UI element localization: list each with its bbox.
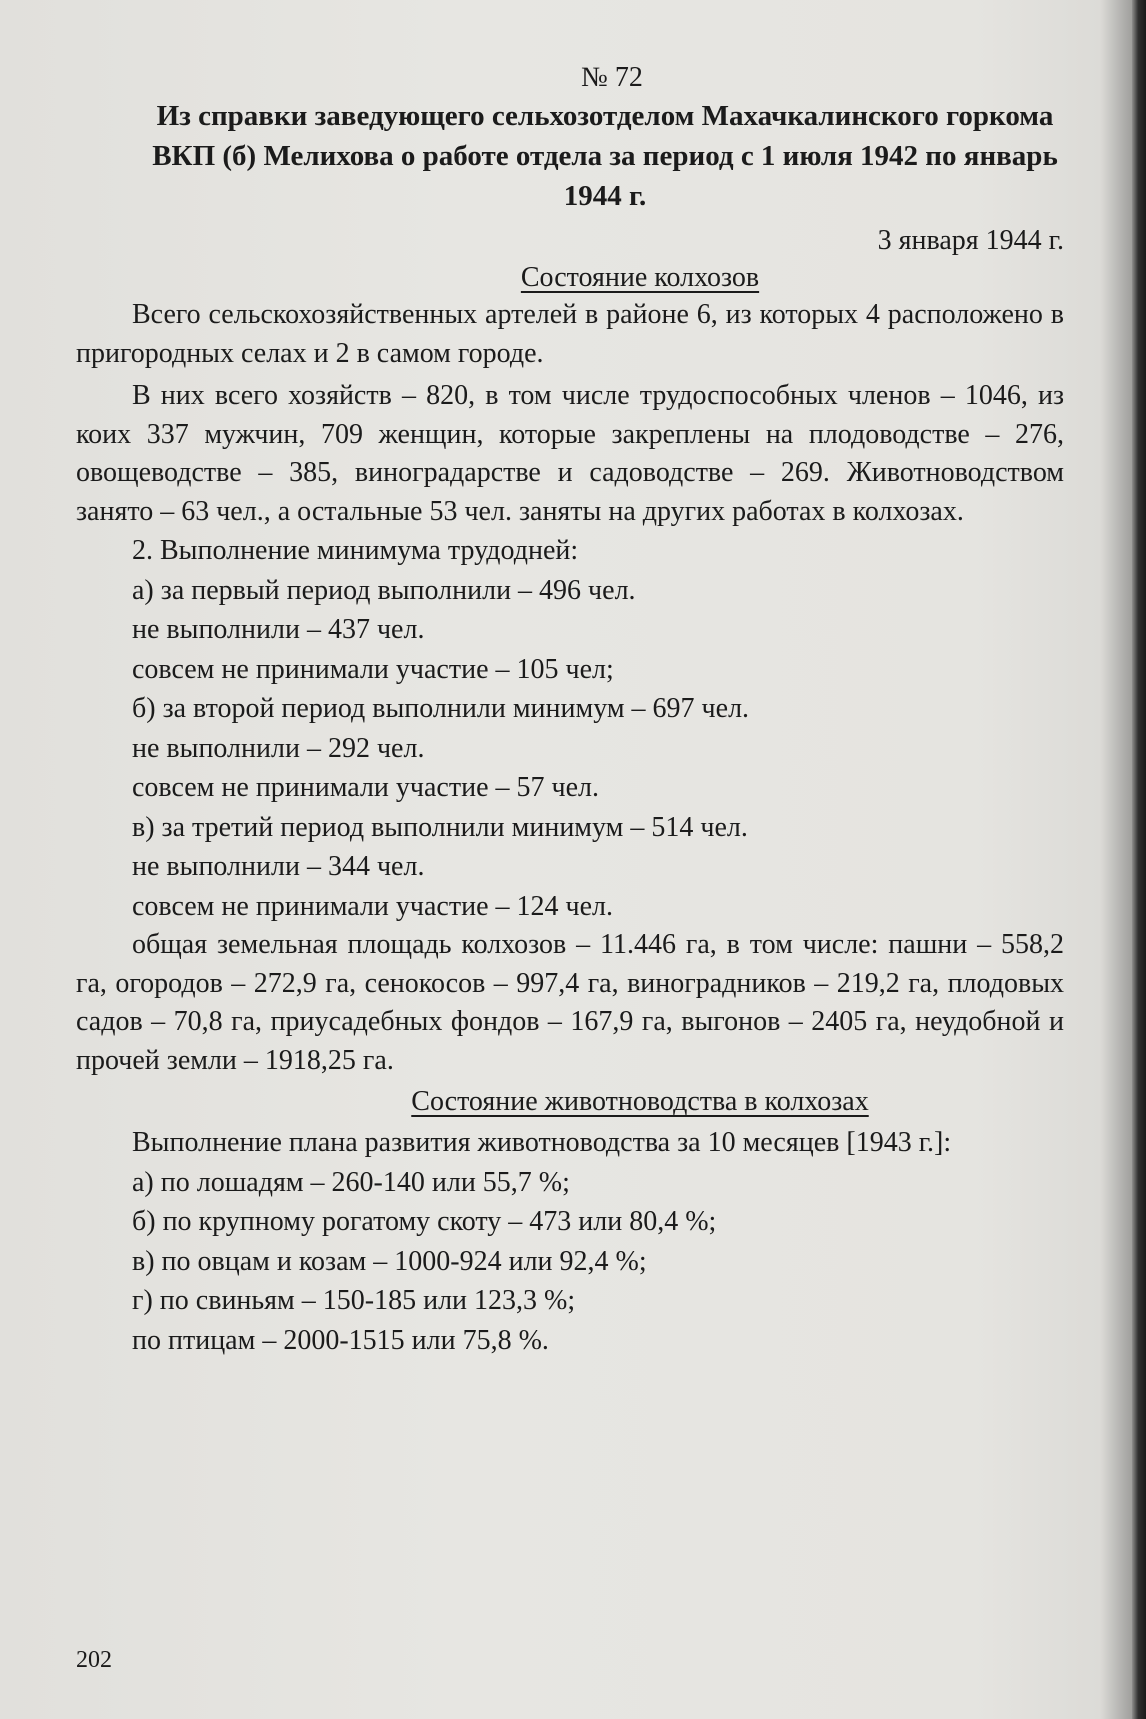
list-item: не выполнили – 437 чел. xyxy=(132,614,425,645)
page-number: 202 xyxy=(76,1647,112,1673)
section-heading-livestock: Состояние животноводства в колхозах xyxy=(411,1086,869,1117)
list-item: совсем не принимали участие – 57 чел. xyxy=(132,772,599,803)
document-number: № 72 xyxy=(581,62,643,93)
list-item: б) по крупному рогатому скоту – 473 или 80,4 %; xyxy=(132,1206,717,1237)
list-item: в) за третий период выполнили минимум – 514 чел. xyxy=(132,811,748,843)
list-item: совсем не принимали участие – 124 чел. xyxy=(132,890,613,922)
document-title: Из справки заведующего сельхозотделом Махачкалинского горкома ВКП (б) Мелихова о работе отдела за период с 1 июля 1942 по январь 1944 г. xyxy=(152,100,1058,212)
list-item: а) за первый период выполнили – 496 чел. xyxy=(132,574,636,606)
book-spine xyxy=(1132,0,1146,1719)
paragraph-land-area: общая земельная площадь колхозов – 11.446 га, в том числе: пашни – 558,2 га, огородов – 272,9 га, сенокосов – 997,4 га, виноградников – 219,2 га, плодовых садов – 70,8 га, приусадебных фондов – 167,9 га, выгонов – 2405 га, неудобной и прочей земли – 1918,25 га. xyxy=(76,929,1064,1076)
list-item: не выполнили – 292 чел. xyxy=(132,732,425,764)
section-heading-kolkhozy: Состояние колхозов xyxy=(520,262,760,293)
document-body xyxy=(76,60,1064,1360)
list-item: а) по лошадям – 260-140 или 55,7 %; xyxy=(132,1166,570,1198)
document-date: 3 января 1944 г. xyxy=(877,225,1064,256)
list-item: по птицам – 2000-1515 или 75,8 %. xyxy=(132,1324,549,1356)
paragraph-households: В них всего хозяйств – 820, в том числе трудоспособных членов – 1046, из коих 337 мужчин, 709 женщин, которые закреплены на плодоводстве – 276, овощеводстве – 385, виноградарстве и садоводстве – 269. Животноводством занято – 63 чел., а остальные 53 чел. заняты на других работах в колхозах. xyxy=(76,380,1064,527)
list-item: совсем не принимали участие – 105 чел; xyxy=(132,653,614,685)
trudodni-heading: 2. Выполнение минимума трудодней: xyxy=(132,535,579,566)
list-item: не выполнили – 344 чел. xyxy=(132,851,425,882)
trudodni-list xyxy=(76,571,1064,927)
livestock-list xyxy=(76,1163,1064,1361)
paragraph-livestock-plan: Выполнение плана развития животноводства за 10 месяцев [1943 г.]: xyxy=(132,1127,952,1158)
paragraph-artels: Всего сельскохозяйственных артелей в районе 6, из которых 4 расположено в пригородных селах и 2 в самом городе. xyxy=(76,299,1064,369)
list-item: в) по овцам и козам – 1000-924 или 92,4 %; xyxy=(132,1245,647,1277)
list-item: г) по свиньям – 150-185 или 123,3 %; xyxy=(132,1285,576,1316)
list-item: б) за второй период выполнили минимум – 697 чел. xyxy=(132,693,750,724)
